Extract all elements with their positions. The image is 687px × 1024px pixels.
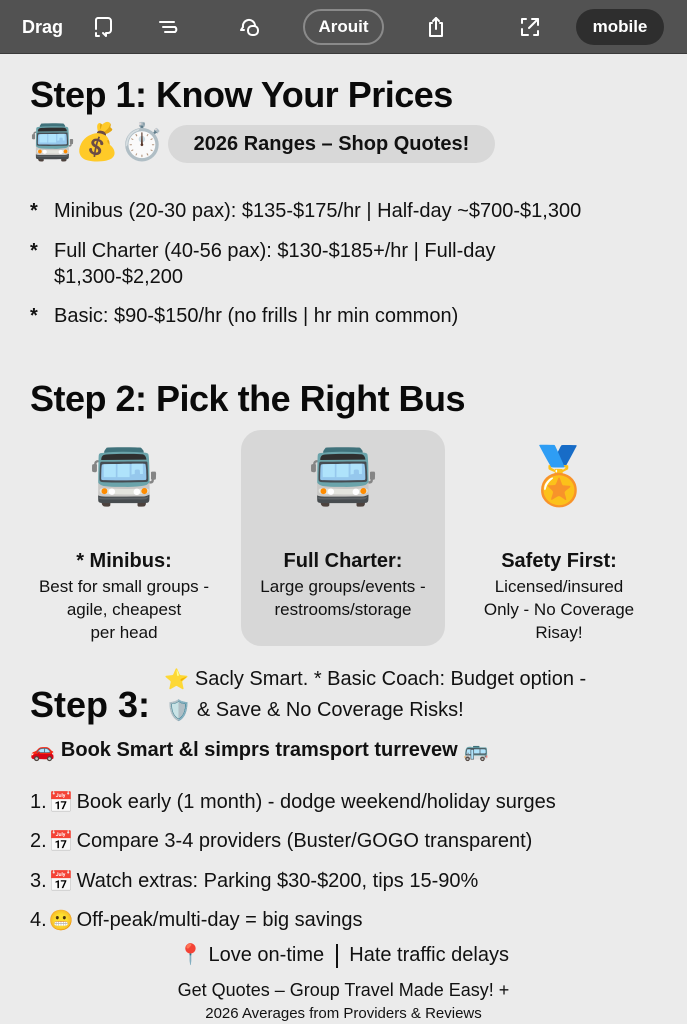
card-desc-line: Risay! (535, 623, 583, 642)
drag-handle[interactable]: Drag (22, 16, 64, 37)
tip-text: Watch extras: Parking $30-$200, tips 15-90% (76, 870, 479, 892)
price-bullet-basic (30, 303, 654, 329)
card-desc-line: Licensed/insured (494, 577, 624, 596)
ranges-pill: 2026 Ranges – Shop Quotes! (168, 125, 495, 163)
bus-card-safety[interactable] (457, 430, 661, 646)
car-icon: 🚗 (30, 740, 55, 762)
document-icon[interactable] (90, 0, 118, 54)
bus-icon: 🚍 (89, 444, 159, 507)
step3-heading: Step 3: (30, 684, 151, 725)
top-toolbar (0, 0, 687, 54)
card-title: Safety First: (501, 550, 617, 572)
step3-line2-text: & Save & No Coverage Risks! (196, 699, 464, 721)
card-title: Full Charter: (283, 550, 403, 572)
bus-card-minibus[interactable] (22, 430, 226, 646)
bus-icon: 🚍 (30, 121, 75, 162)
money-bag-icon: 💰 (74, 121, 120, 162)
card-desc-line: per head (90, 623, 158, 642)
tip-item-1 (30, 790, 556, 815)
tip-text: Off-peak/multi-day = big savings (76, 909, 363, 931)
tip-number: 3. (30, 870, 47, 892)
tip-number: 2. (30, 830, 47, 852)
card-desc-line: Best for small groups - (38, 577, 210, 596)
step3-line1 (164, 667, 586, 692)
card-desc-line: agile, cheapest (66, 600, 182, 619)
card-desc-line: Large groups/events - (260, 577, 426, 596)
card-desc-line: restrooms/storage (274, 600, 412, 619)
star-icon: ⭐ (164, 669, 189, 691)
bus-icon: 🚍 (308, 444, 378, 507)
bullet-marker: * (30, 240, 38, 262)
tip-number: 1. (30, 791, 47, 813)
tip-number: 4. (30, 909, 47, 931)
bullet-text-line1: Full Charter (40-56 pax): $130-$185+/hr | Full-day (54, 240, 496, 262)
step3-line3-text: Book Smart &l simprs tramsport turrevew (60, 739, 458, 761)
chat-icon[interactable] (234, 0, 264, 54)
bullet-text: Basic: $90-$150/hr (no frills | hr min common) (54, 305, 459, 327)
medal-icon: 🏅 (524, 444, 594, 507)
step3-line3 (30, 738, 489, 763)
about-button[interactable]: Arouit (303, 9, 384, 45)
tip-text: Compare 3-4 providers (Buster/GOGO transparent) (76, 830, 533, 852)
tip-text: Book early (1 month) - dodge weekend/holiday surges (76, 791, 556, 813)
step3-line2 (166, 698, 464, 723)
divider (336, 944, 338, 968)
card-desc (39, 575, 209, 644)
hate-text: Hate traffic delays (349, 944, 509, 966)
love-text: Love on-time (208, 944, 325, 966)
share-icon[interactable] (422, 0, 450, 54)
bullet-marker: * (30, 200, 38, 222)
price-bullet-full-charter (30, 238, 654, 290)
card-desc-line: Only - No Coverage (483, 600, 635, 619)
step1-heading: Step 1: Know Your Prices (30, 74, 453, 115)
mobile-toggle-button[interactable]: mobile (576, 9, 664, 45)
cta-text[interactable]: Get Quotes – Group Travel Made Easy! + (177, 980, 510, 1000)
lines-icon[interactable] (155, 0, 183, 54)
tip-item-2 (30, 829, 532, 854)
shield-icon: 🛡️ (166, 700, 191, 722)
bullet-text: Minibus (20-30 pax): $135-$175/hr | Half-day ~$700-$1,300 (54, 200, 582, 222)
calendar-icon: 📅 (48, 792, 74, 814)
step2-heading: Step 2: Pick the Right Bus (30, 378, 466, 419)
tip-item-3 (30, 869, 478, 894)
price-bullet-minibus (30, 198, 654, 224)
bus-card-full-charter[interactable] (241, 430, 445, 646)
expand-icon[interactable] (516, 0, 544, 54)
bullet-text-line2: $1,300-$2,200 (54, 266, 184, 288)
pin-icon: 📍 (178, 944, 203, 966)
step3-line1-text: Sacly Smart. * Basic Coach: Budget option - (194, 668, 587, 690)
calendar-icon: 📅 (48, 831, 74, 853)
source-note: 2026 Averages from Providers & Reviews (205, 1005, 482, 1022)
love-hate-line (0, 942, 687, 968)
calendar-icon: 📅 (48, 871, 74, 893)
bus-icon: 🚌 (463, 740, 489, 762)
face-icon: 😬 (48, 910, 74, 932)
bullet-text-wrap (54, 238, 654, 290)
stopwatch-icon: ⏱️ (119, 121, 165, 162)
step1-emoji-row (30, 120, 164, 164)
card-desc (260, 575, 425, 621)
card-title: * Minibus: (76, 550, 172, 572)
tip-item-4 (30, 908, 362, 933)
bullet-marker: * (30, 305, 38, 327)
card-desc (484, 575, 634, 644)
